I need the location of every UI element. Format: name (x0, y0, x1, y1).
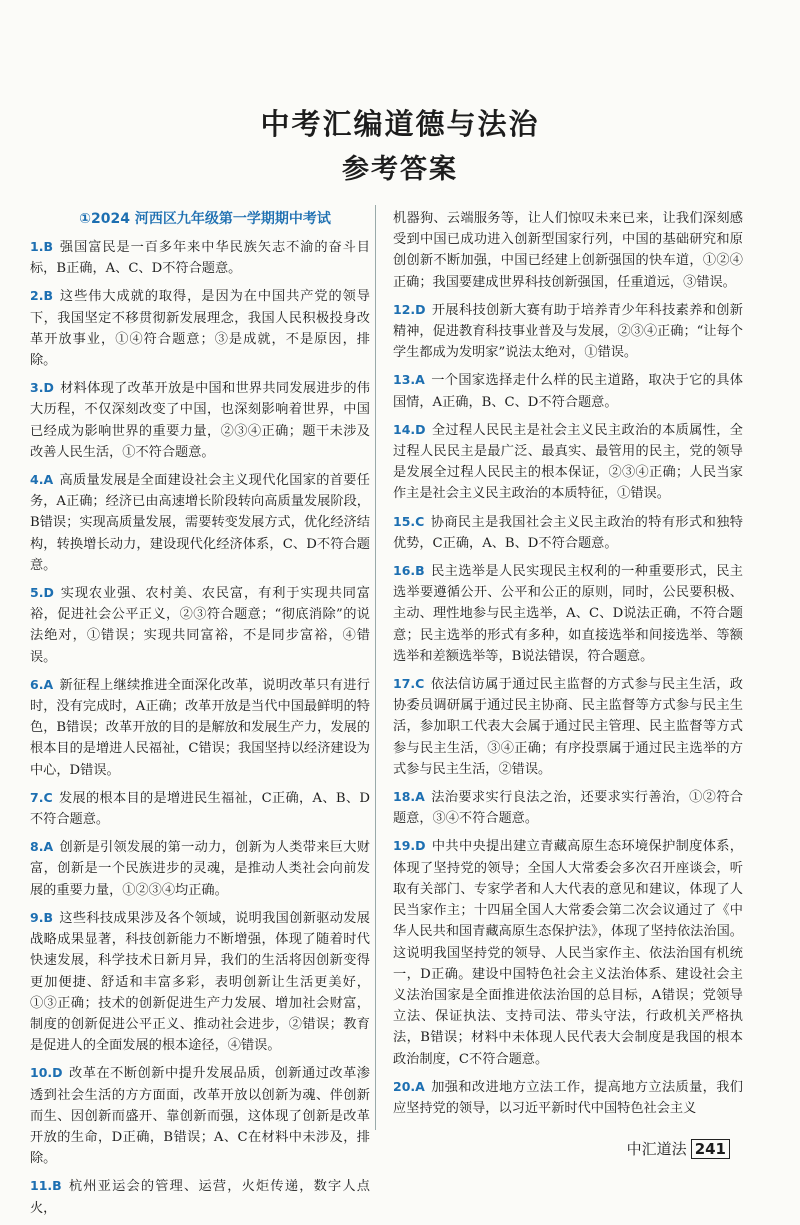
page-title: 中考汇编道德与法治 (260, 107, 540, 141)
footer-label: 中汇道法 (626, 1140, 687, 1158)
answer-explanation: 高质量发展是全面建设社会主义现代化国家的首要任务，A正确；经济已由高速增长阶段转向高质量发展阶段，B错误；实现高质量发展，需要转变发展方式，优化经济结构，转换增长动力，建设现代化经济体系，C、D不符合题意。 (30, 473, 370, 573)
answer-item (30, 285, 370, 371)
answer-explanation: 创新是引领发展的第一动力，创新为人类带来巨大财富，创新是一个民族进步的灵魂，是推动人类社会向前发展的重要力量，①②③④均正确。 (30, 840, 370, 898)
answer-explanation: 杭州亚运会的管理、运营，火炬传递，数字人点火， (30, 1179, 370, 1216)
answer-explanation: 协商民主是我国社会主义民主政治的特有形式和独特优势，C正确，A、B、D不符合题意。 (393, 514, 743, 551)
answer-explanation: 一个国家选择走什么样的民主道路，取决于它的具体国情，A正确，B、C、D不符合题意。 (393, 373, 743, 410)
answer-item (30, 582, 370, 668)
answer-explanation: 这些伟大成就的取得，是因为在中国共产党的领导下，我国坚定不移贯彻新发展理念，我国人民积极投身改革开放事业，①④符合题意；③是成就，不是原因，排除。 (30, 289, 370, 369)
answer-explanation: 强国富民是一百多年来中华民族矢志不渝的奋斗目标，B正确，A、C、D不符合题意。 (30, 240, 370, 277)
answer-item (393, 419, 743, 505)
section-heading: ①2024 河西区九年级第一学期期中考试 (79, 211, 331, 227)
answer-item (30, 1175, 370, 1218)
answer-item (393, 786, 743, 829)
answer-number: 11.B (30, 1178, 62, 1194)
answer-number: 5.D (30, 585, 54, 601)
answer-explanation: 加强和改进地方立法工作，提高地方立法质量，我们应坚持党的领导，以习近平新时代中国特色社会主义 (393, 1079, 743, 1116)
answer-item (393, 673, 743, 780)
answer-number: 1.B (30, 239, 53, 254)
answer-number: 18.A (393, 789, 425, 805)
answer-item (30, 674, 370, 781)
answer-number: 16.B (393, 563, 425, 579)
answer-explanation: 实现农业强、农村美、农民富，有利于实现共同富裕，促进社会公平正义，②③符合题意；“彻底消除”的说法绝对，①错误；实现共同富裕，不是同步富裕，④错误。 (30, 586, 370, 665)
answer-item (393, 835, 743, 1069)
answer-explanation: 全过程人民民主是社会主义民主政治的本质属性，全过程人民民主是最广泛、最真实、最管用的民主，党的领导是发展全过程人民民主的根本保证，②③④正确；人民当家作主是社会主义民主政治的本质特征，①错误。 (393, 422, 743, 502)
answer-number: 6.A (30, 676, 54, 692)
answer-explanation: 法治要求实行良法之治，还要求实行善治，①②符合题意，③④不符合题意。 (393, 790, 743, 827)
answer-item (393, 369, 743, 412)
answer-list-right (393, 299, 743, 1119)
page-footer (627, 1138, 730, 1159)
answer-explanation: 中共中央提出建立青藏高原生态环境保护制度体系，体现了坚持党的领导；全国人大常委会多次召开座谈会，听取有关部门、专家学者和人大代表的意见和建议，体现了人民当家作主；十四届全国人大常委会第二次会议通过了《中华人民共和国青藏高原生态保护法》，体现了坚持依法治国。这说明我国坚持党的领导、人民当家作主、依法治国有机统一，D正确。建设中国特色社会主义法治体系、建设社会主义法治国家是全面推进依法治国的总目标，A错误；党领导立法、保证执法、支持司法、带头守法，行政机关严格执法，B错误；材料中未体现人民代表大会制度是我国的根本政治制度，C不符合题意。 (393, 839, 743, 1067)
answer-item (393, 560, 743, 667)
answer-number: 14.D (393, 421, 426, 437)
answer-number: 15.C (393, 513, 425, 529)
answer-item (30, 236, 370, 279)
answer-item (30, 1062, 370, 1169)
answer-item (30, 469, 370, 576)
answer-number: 17.C (393, 676, 425, 692)
answer-explanation: 新征程上继续推进全面深化改革，说明改革只有进行时，没有完成时，A正确；改革开放是当代中国最鲜明的特色，B错误；改革开放的目的是解放和发展生产力，发展的根本目的是增进人民福祉，C错误；我国坚持以经济建设为中心，D错误。 (30, 677, 370, 778)
answer-explanation: 改革在不断创新中提升发展品质，创新通过改革渗透到社会生活的方方面面，改革开放以创新为魂、伴创新而生、因创新而盛开、靠创新而强，这体现了创新是改革开放的生命，D正确，B错误；A、C在材料中未涉及，排除。 (30, 1066, 370, 1167)
answer-number: 3.D (30, 380, 54, 396)
answer-explanation: 发展的根本目的是增进民生福祉，C正确，A、B、D不符合题意。 (30, 790, 370, 828)
answer-item (30, 836, 370, 901)
answer-list-left (30, 236, 370, 1219)
answer-number: 9.B (30, 909, 53, 925)
left-column (30, 208, 370, 1225)
answer-item (30, 907, 370, 1056)
answer-number: 2.B (30, 288, 53, 304)
answer-explanation: 材料体现了改革开放是中国和世界共同发展进步的伟大历程，不仅深刻改变了中国，也深刻影响着世界，中国已经成为影响世界的重要力量，②③④正确；题干未涉及改善人民生活，①不符合题意。 (30, 381, 370, 460)
answer-number: 8.A (30, 839, 54, 855)
answer-item (393, 299, 743, 364)
answer-number: 13.A (393, 372, 425, 388)
right-column (393, 208, 743, 1125)
answer-explanation: 依法信访属于通过民主监督的方式参与民主生活，政协委员调研属于通过民主协商、民主监督等方式参与民主生活，参加职工代表大会属于通过民主管理、民主监督等方式参与民主生活，③④正确；有序投票属于通过民主选举的方式参与民主生活，②错误。 (393, 677, 743, 777)
answer-explanation: 开展科技创新大赛有助于培养青少年科技素养和创新精神，促进教育科技事业普及与发展，②③④正确；“让每个学生都成为发明家”说法太绝对，①错误。 (393, 302, 743, 361)
answer-number: 12.D (393, 301, 426, 317)
answer-item (30, 787, 370, 830)
answer-item (393, 511, 743, 554)
page-number: 241 (691, 1139, 730, 1159)
continued-answer-text: 机器狗、云端服务等，让人们惊叹未来已来，让我们深刻感受到中国已成功进入创新型国家行列，中国的基础研究和原创创新不断加强，中国已经建上创新强国的快车道，①②④正确；我国要建成世界科技创新强国，任重道远，③错误。 (393, 211, 743, 290)
answer-number: 19.D (393, 838, 426, 854)
answer-item (393, 1076, 743, 1119)
answer-number: 7.C (30, 789, 53, 805)
column-divider (375, 205, 376, 1130)
answer-item (30, 377, 370, 463)
answer-number: 4.A (30, 472, 54, 488)
answer-explanation: 这些科技成果涉及各个领域，说明我国创新驱动发展战略成果显著，科技创新能力不断增强，体现了随着时代快速发展，科学技术日新月异，我们的生活将因创新变得更加便捷、舒适和丰富多彩，表明创新让生活更美好，①③正确；技术的创新促进生产力发展、增加社会财富，制度的创新促进公平正义、推动社会进步，②错误；教育是促进人的全面发展的根本途径，④错误。 (30, 910, 370, 1054)
answer-number: 20.A (393, 1078, 425, 1094)
answer-number: 10.D (30, 1065, 63, 1081)
page-subtitle: 参考答案 (342, 154, 458, 185)
answer-explanation: 民主选举是人民实现民主权利的一种重要形式，民主选举要遵循公开、公平和公正的原则，同时，公民要积极、主动、理性地参与民主选举，A、C、D说法正确，不符合题意；民主选举的形式有多种，如直接选举和间接选举、等额选举和差额选举等，B说法错误，符合题意。 (393, 564, 743, 664)
